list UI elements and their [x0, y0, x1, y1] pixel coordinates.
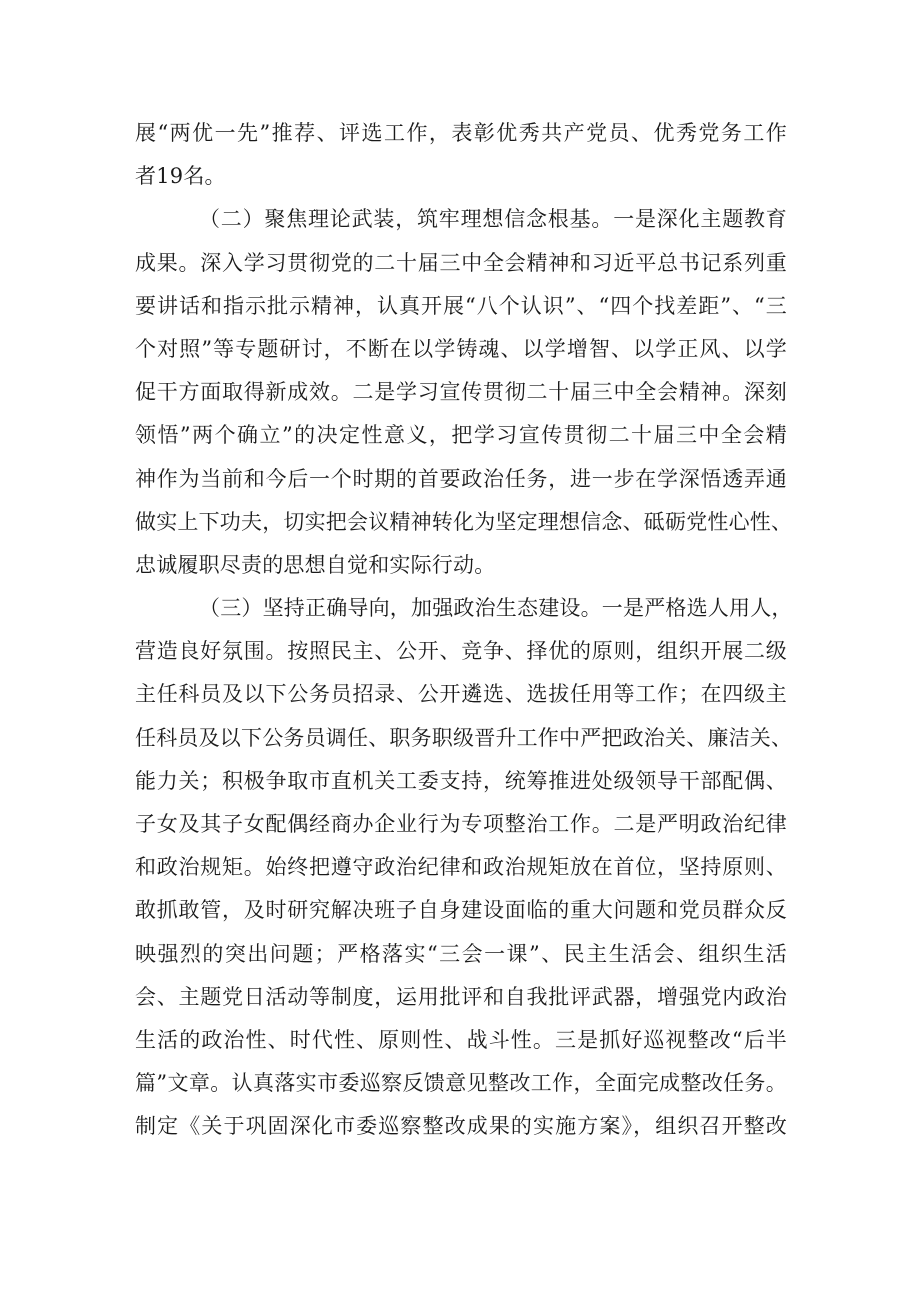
- text-line: 篇”文章。认真落实市委巡察反馈意见整改工作，全面完成整改任务。: [135, 1071, 787, 1096]
- text-line: （二）聚焦理论武装，筑牢理想信念根基。一是深化主题教育: [199, 207, 787, 232]
- text-line: 促干方面取得新成效。二是学习宣传贯彻二十届三中全会精神。深刻: [135, 380, 787, 405]
- text-line: 者19名。: [135, 164, 226, 189]
- text-line: 领悟”两个确立”的决定性意义，把学习宣传贯彻二十届三中全会精: [135, 423, 787, 448]
- text-line: 和政治规矩。始终把遵守政治纪律和政治规矩放在首位，坚持原则、: [135, 855, 787, 880]
- text-line: 任科员及以下公务员调任、职务职级晋升工作中严把政治关、廉洁关、: [135, 725, 793, 750]
- text-line: 要讲话和指示批示精神，认真开展“八个认识”、“四个找差距”、“三: [135, 293, 787, 318]
- text-line: 映强烈的突出问题；严格落实“三会一课”、民主生活会、组织生活: [135, 941, 787, 966]
- text-line: 敢抓敢管，及时研究解决班子自身建设面临的重大问题和党员群众反: [135, 898, 787, 923]
- text-line: 生活的政治性、时代性、原则性、战斗性。三是抓好巡视整改“后半: [135, 1027, 787, 1052]
- text-line: 做实上下功夫，切实把会议精神转化为坚定理想信念、砥砺党性心性、: [135, 509, 793, 534]
- text-line: 主任科员及以下公务员招录、公开遴选、选拔任用等工作；在四级主: [135, 682, 787, 707]
- text-line: 能力关；积极争取市直机关工委支持，统筹推进处级领导干部配偶、: [135, 768, 787, 793]
- text-line: 营造良好氛围。按照民主、公开、竞争、择优的原则，组织开展二级: [135, 639, 787, 664]
- text-line: 神作为当前和今后一个时期的首要政治任务，进一步在学深悟透弄通: [135, 466, 787, 491]
- text-line: 子女及其子女配偶经商办企业行为专项整治工作。二是严明政治纪律: [135, 812, 787, 836]
- text-line: 个对照”等专题研讨，不断在以学铸魂、以学增智、以学正风、以学: [135, 336, 787, 361]
- text-line: 忠诚履职尽责的思想自觉和实际行动。: [135, 552, 496, 577]
- text-line: 会、主题党日活动等制度，运用批评和自我批评武器，增强党内政治: [135, 984, 787, 1009]
- body-text: [135, 112, 793, 1149]
- text-line: 制定《关于巩固深化市委巡察整改成果的实施方案》，组织召开整改: [135, 1114, 787, 1139]
- text-line: 成果。深入学习贯彻党的二十届三中全会精神和习近平总书记系列重: [135, 250, 787, 275]
- text-line: （三）坚持正确导向，加强政治生态建设。一是严格选人用人，: [199, 596, 793, 621]
- text-line: 展“两优一先”推荐、评选工作，表彰优秀共产党员、优秀党务工作: [135, 121, 787, 145]
